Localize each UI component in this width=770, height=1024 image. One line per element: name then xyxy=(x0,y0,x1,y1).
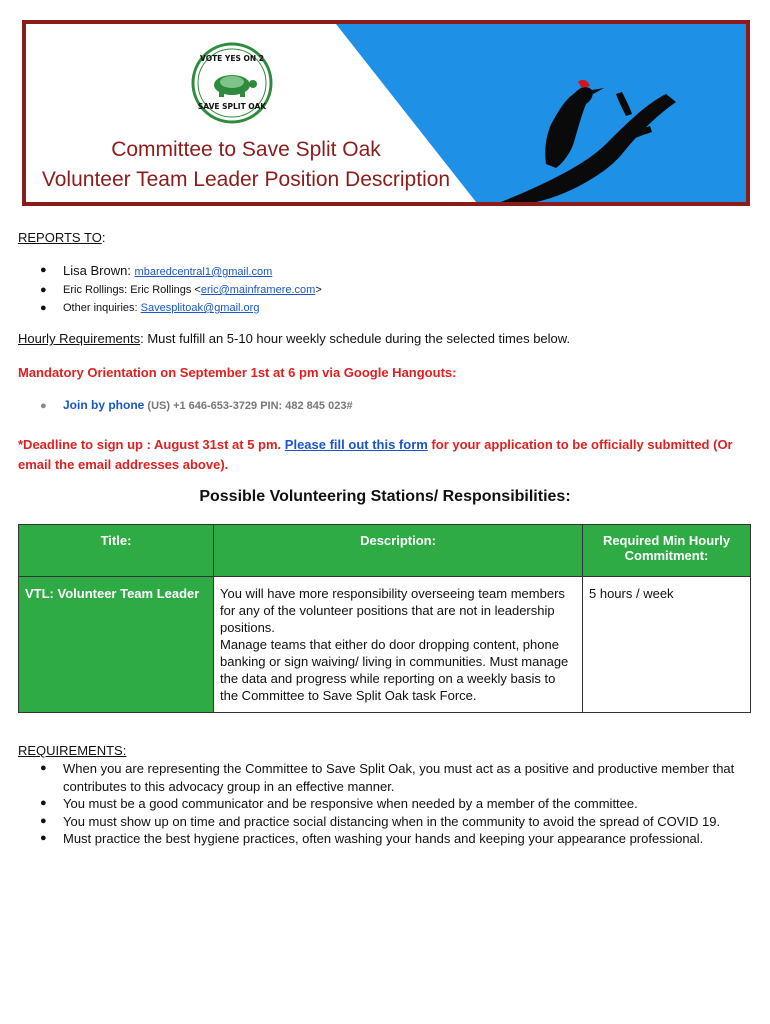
list-item: ● You must show up on time and practice social distancing when in the community to avoid the spread of COVID 19. xyxy=(40,813,721,829)
column-header-description: Description: xyxy=(214,525,583,577)
list-item: ● Must practice the best hygiene practices, often washing your hands and keeping your appearance professional. xyxy=(40,831,704,846)
stations-table xyxy=(18,524,751,713)
column-header-title: Title: xyxy=(19,525,214,577)
email-link-inquiries[interactable]: Savesplitoak@gmail.org xyxy=(140,302,260,314)
email-link-eric[interactable]: eric@mainframere.com xyxy=(200,284,316,296)
header-banner xyxy=(22,20,750,206)
vote-yes-logo xyxy=(191,42,273,124)
email-link-lisa[interactable]: mbaredcentral1@gmail.com xyxy=(134,266,273,278)
bullet-icon: ● xyxy=(40,264,47,276)
bullet-icon: ● xyxy=(40,302,47,314)
bullet-icon: ● xyxy=(40,814,47,827)
banner-title-line1: Committee to Save Split Oak xyxy=(111,138,381,161)
requirements-section xyxy=(18,742,758,848)
station-commitment: 5 hours / week xyxy=(583,577,751,713)
logo-bottom-text: SAVE SPLIT OAK xyxy=(197,102,267,111)
requirements-heading: REQUIREMENTS: xyxy=(18,743,127,758)
station-description: You will have more responsibility overseeing team members for any of the volunteer positions that are not in leadership positions. Manage teams that either do door dropping content, phone banking or sign waiving/ living in communities. Must manage the data and progress while reporting on a weekly basis to the Committee to Save Split Oak task Force. xyxy=(214,577,583,713)
bullet-icon: ● xyxy=(40,284,47,296)
deadline-notice: *Deadline to sign up : August 31st at 5 pm. Please fill out this form for your application to be officially submitted (Or email the email addresses above). xyxy=(18,437,733,472)
bullet-icon: ● xyxy=(40,400,47,412)
list-item: ● You must be a good communicator and be responsive when needed by a member of the committee. xyxy=(40,796,638,811)
reports-to-heading: REPORTS TO: xyxy=(18,230,106,245)
table-row xyxy=(19,577,751,713)
stations-heading: Possible Volunteering Stations/ Responsibilities: xyxy=(199,488,571,505)
bullet-icon: ● xyxy=(40,832,47,844)
logo-top-text: VOTE YES ON 2 xyxy=(200,54,264,63)
join-by-phone-link[interactable]: Join by phone xyxy=(63,398,145,412)
list-item: ● When you are representing the Committee to Save Split Oak, you must act as a positive and productive member that contributes to this advocacy group in an effective manner. xyxy=(40,761,735,794)
station-title: VTL: Volunteer Team Leader xyxy=(19,577,214,713)
hourly-requirements: Hourly Requirements: Must fulfill an 5-10 hour weekly schedule during the selected times below. xyxy=(18,331,571,346)
phone-details: (US) +1 646-653-3729 PIN: 482 845 023# xyxy=(144,400,353,412)
orientation-notice: Mandatory Orientation on September 1st at 6 pm via Google Hangouts: xyxy=(18,365,457,380)
bullet-icon: ● xyxy=(40,797,47,809)
signup-form-link[interactable]: Please fill out this form xyxy=(284,437,428,452)
bullet-icon: ● xyxy=(40,762,47,774)
column-header-commitment: Required Min Hourly Commitment: xyxy=(583,525,751,577)
banner-title-line2: Volunteer Team Leader Position Description xyxy=(41,168,451,191)
